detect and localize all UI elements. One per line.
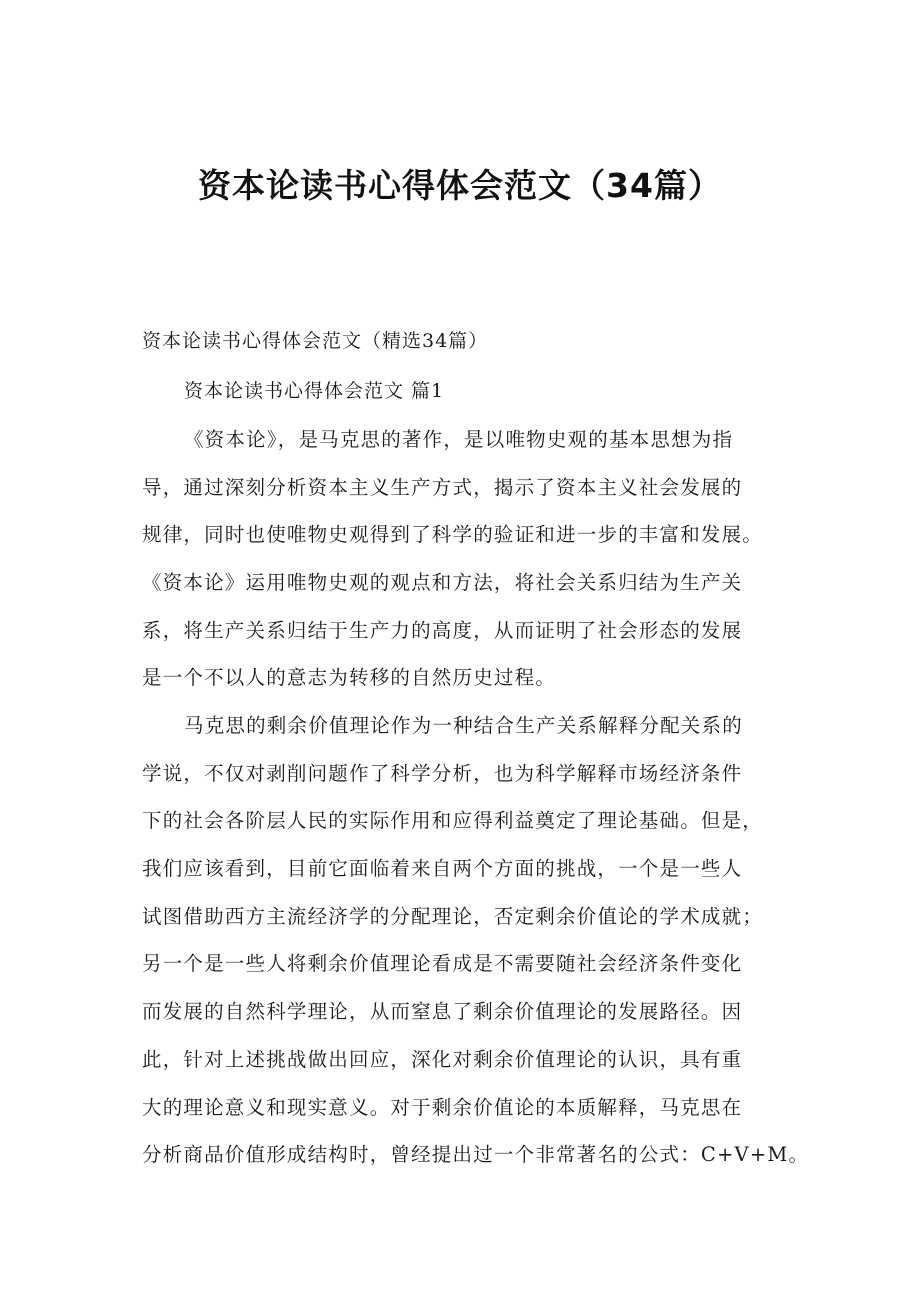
paragraph-2 bbox=[142, 711, 810, 1188]
paragraph-line: 规律，同时也使唯物史观得到了科学的验证和进一步的丰富和发展。 bbox=[142, 523, 764, 547]
paragraph-line: 马克思的剩余价值理论作为一种结合生产关系解释分配关系的 bbox=[184, 714, 743, 737]
paragraph-line: 《资本论》运用唯物史观的观点和方法，将社会关系归结为生产关 bbox=[142, 571, 743, 595]
paragraph-line: 而发展的自然科学理论，从而窒息了剩余价值理论的发展路径。因 bbox=[142, 1000, 743, 1024]
paragraph-line: 我们应该看到，目前它面临着来自两个方面的挑战，一个是一些人 bbox=[142, 857, 743, 881]
section-heading: 资本论读书心得体会范文 篇1 bbox=[184, 380, 445, 402]
paragraph-line: 导，通过深刻分析资本主义生产方式，揭示了资本主义社会发展的 bbox=[142, 475, 743, 499]
paragraph-line: 系，将生产关系归结于生产力的高度，从而证明了社会形态的发展 bbox=[142, 618, 743, 642]
document-subtitle: 资本论读书心得体会范文（精选34篇） bbox=[142, 330, 489, 352]
paragraph-line: 学说，不仅对剥削问题作了科学分析，也为科学解释市场经济条件 bbox=[142, 761, 743, 785]
paragraph-1 bbox=[142, 425, 802, 711]
paragraph-line: 试图借助西方主流经济学的分配理论，否定剩余价值论的学术成就； bbox=[142, 904, 764, 928]
paragraph-line: 大的理论意义和现实意义。对于剩余价值论的本质解释，马克思在 bbox=[142, 1095, 743, 1119]
document-title: 资本论读书心得体会范文（34篇） bbox=[198, 166, 722, 205]
paragraph-line: 分析商品价值形成结构时，曾经提出过一个非常著名的公式：C+V+M。 bbox=[142, 1143, 810, 1167]
paragraph-line: 此，针对上述挑战做出回应，深化对剩余价值理论的认识，具有重 bbox=[142, 1047, 743, 1071]
paragraph-line: 《资本论》，是马克思的著作，是以唯物史观的基本思想为指 bbox=[184, 428, 734, 451]
paragraph-line: 下的社会各阶层人民的实际作用和应得利益奠定了理论基础。但是， bbox=[142, 809, 764, 833]
paragraph-line: 另一个是一些人将剩余价值理论看成是不需要随社会经济条件变化 bbox=[142, 952, 743, 976]
paragraph-line: 是一个不以人的意志为转移的自然历史过程。 bbox=[142, 666, 557, 690]
